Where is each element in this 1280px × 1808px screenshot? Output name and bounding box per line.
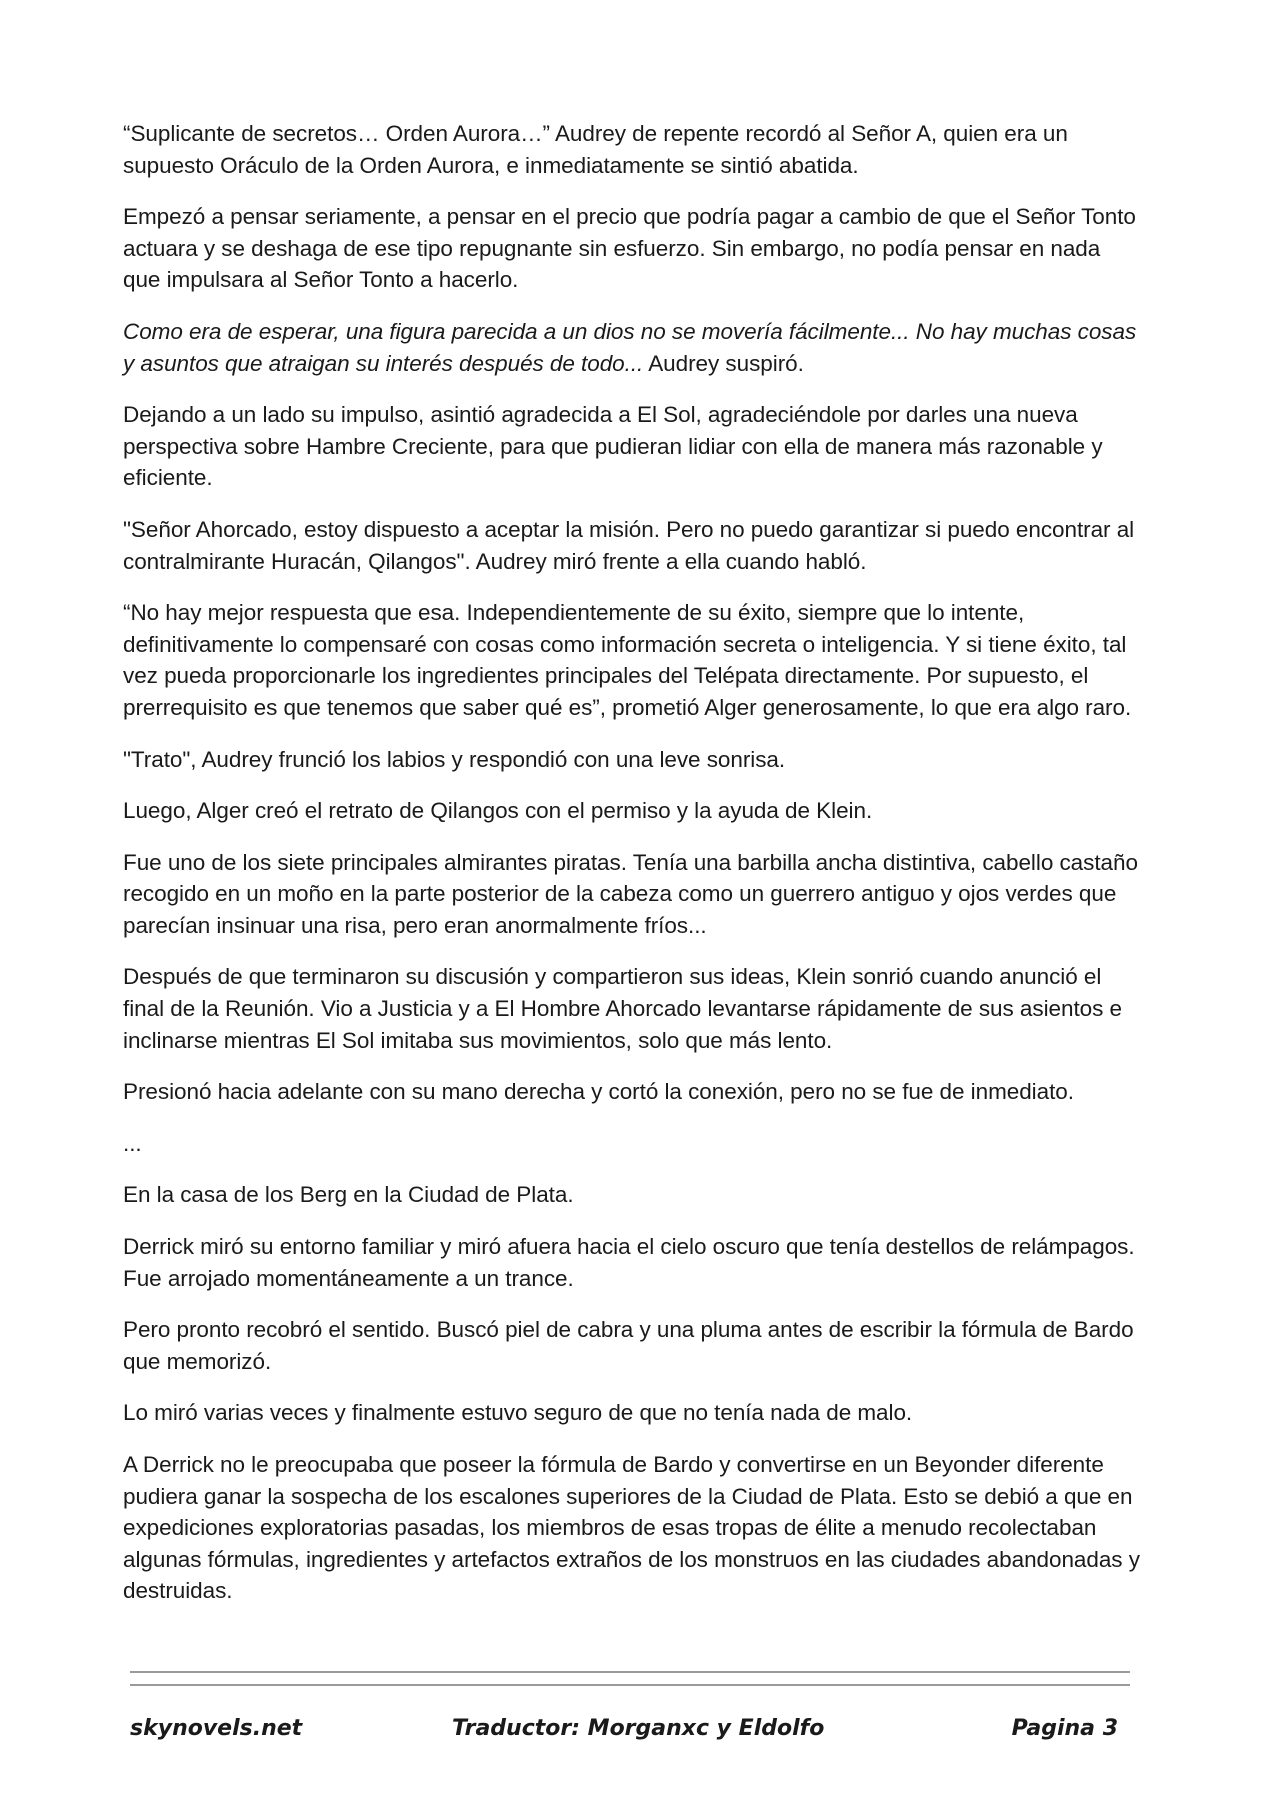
paragraph-9: Fue uno de los siete principales almirantes piratas. Tenía una barbilla ancha distintiva, cabello castaño recogido en un moño en la parte posterior de la cabeza como un guerrero antiguo y ojos verdes que parecían insinuar una risa, pero eran anormalmente fríos... (123, 849, 1138, 938)
paragraph-3-narration: Audrey suspiró. (643, 350, 804, 376)
paragraph-1: “Suplicante de secretos… Orden Aurora…” Audrey de repente recordó al Señor A, quien era un supuesto Oráculo de la Orden Aurora, e inmediatamente se sintió abatida. (123, 121, 1068, 178)
paragraph-2: Empezó a pensar seriamente, a pensar en el precio que podría pagar a cambio de que el Señor Tonto actuara y se deshaga de ese tipo repugnante sin esfuerzo. Sin embargo, no podía pensar en nada que impulsara al Señor Tonto a hacerlo. (123, 204, 1136, 293)
footer-divider-bottom (130, 1684, 1130, 1686)
paragraph-3 (123, 316, 1143, 379)
footer-divider-top (130, 1671, 1130, 1673)
paragraph-11: Presionó hacia adelante con su mano derecha y cortó la conexión, pero no se fue de inmediato. (123, 1079, 1074, 1105)
paragraph-13: En la casa de los Berg en la Ciudad de Plata. (123, 1182, 574, 1208)
paragraph-7: "Trato", Audrey frunció los labios y respondió con una leve sonrisa. (123, 746, 786, 772)
paragraph-8: Luego, Alger creó el retrato de Qilangos con el permiso y la ayuda de Klein. (123, 798, 873, 824)
paragraph-4: Dejando a un lado su impulso, asintió agradecida a El Sol, agradeciéndole por darles una nueva perspectiva sobre Hambre Creciente, para que pudieran lidiar con ella de manera más razonable y eficiente. (123, 402, 1103, 491)
paragraph-10: Después de que terminaron su discusión y compartieron sus ideas, Klein sonrió cuando anunció el final de la Reunión. Vio a Justicia y a El Hombre Ahorcado levantarse rápidamente de sus asientos e inclinarse mientras El Sol imitaba sus movimientos, solo que más lento. (123, 964, 1122, 1053)
paragraph-14: Derrick miró su entorno familiar y miró afuera hacia el cielo oscuro que tenía destellos de relámpagos. Fue arrojado momentáneamente a un trance. (123, 1234, 1135, 1291)
footer-site: skynovels.net (130, 1716, 303, 1741)
paragraph-3-thought: Como era de esperar, una figura parecida a un dios no se movería fácilmente... No hay muchas cosas y asuntos que atraigan su interés después de todo... (123, 318, 1137, 376)
document-body (123, 118, 1143, 1627)
paragraph-16: Lo miró varias veces y finalmente estuvo seguro de que no tenía nada de malo. (123, 1400, 913, 1426)
footer-translator: Traductor: Morganxc y Eldolfo (452, 1716, 825, 1741)
paragraph-5: "Señor Ahorcado, estoy dispuesto a aceptar la misión. Pero no puedo garantizar si puedo encontrar al contralmirante Huracán, Qilangos". Audrey miró frente a ella cuando habló. (123, 516, 1135, 574)
scene-break: ... (123, 1130, 142, 1156)
paragraph-17: A Derrick no le preocupaba que poseer la fórmula de Bardo y convertirse en un Beyonder diferente pudiera ganar la sospecha de los escalones superiores de la Ciudad de Plata. Esto se debió a que en expediciones exploratorias pasadas, los miembros de esas tropas de élite a menudo recolectaban algunas fórmulas, ingredientes y artefactos extraños de los monstruos en las ciudades abandonadas y destruidas. (123, 1452, 1140, 1604)
paragraph-6: “No hay mejor respuesta que esa. Independientemente de su éxito, siempre que lo intente, definitivamente lo compensaré con cosas como información secreta o inteligencia. Y si tiene éxito, tal vez pueda proporcionarle los ingredientes principales del Telépata directamente. Por supuesto, el prerrequisito es que tenemos que saber qué es”, prometió Alger generosamente, lo que era algo raro. (123, 600, 1132, 720)
paragraph-15: Pero pronto recobró el sentido. Buscó piel de cabra y una pluma antes de escribir la fórmula de Bardo que memorizó. (123, 1317, 1134, 1374)
footer-page-number: Pagina 3 (1011, 1716, 1118, 1741)
